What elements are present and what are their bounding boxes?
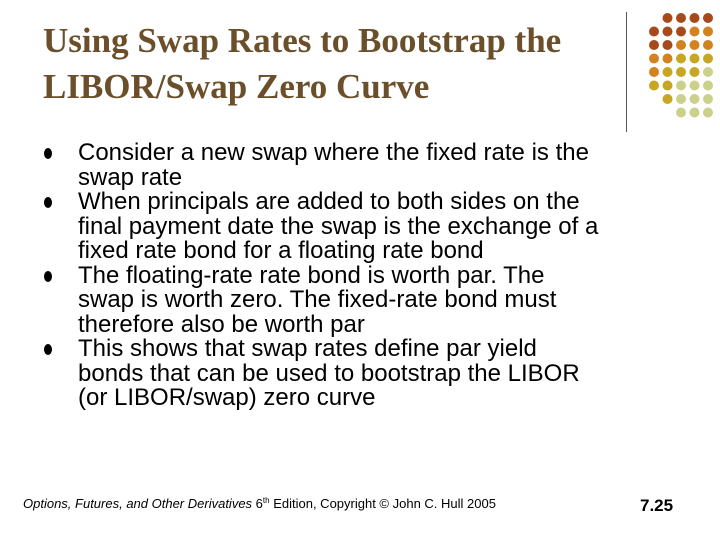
footer-copyright: Edition, Copyright © John C. Hull 2005 [273,496,496,511]
decorative-dot-grid [640,12,715,122]
footer-edition-number: 6 [255,496,263,511]
bullet-text-line: swap rate [78,163,183,191]
bullet-item [44,141,694,190]
decorative-dot [703,13,713,23]
decorative-dot [663,13,673,23]
bullet-text-line: therefore also be worth par [78,310,365,338]
decorative-dot [676,54,686,64]
bullet-text-line: Consider a new swap where the fixed rate is the [78,139,589,166]
decorative-dot [690,108,700,118]
decorative-dot [676,67,686,77]
bullet-text-line: bonds that can be used to bootstrap the LIBOR [78,359,580,387]
decorative-dot [690,13,700,23]
decorative-dot [663,54,673,64]
bullet-text-line: (or LIBOR/swap) zero curve [78,384,376,411]
decorative-dot [649,27,659,37]
decorative-dot [649,40,659,50]
bullet-dot-icon [44,344,52,355]
decorative-dot [676,94,686,104]
bullet-text-line: This shows that swap rates define par yield [78,335,537,362]
decorative-dot [663,81,673,91]
decorative-dot [703,108,713,118]
decorative-dot [703,40,713,50]
footer-book-title: Options, Futures, and Other Derivatives [23,496,253,511]
decorative-dot [703,81,713,91]
decorative-dot [676,40,686,50]
decorative-dot [676,27,686,37]
footer-citation [23,496,496,511]
decorative-dot [649,54,659,64]
decorative-dot [690,40,700,50]
decorative-dot [676,108,686,118]
decorative-dot [663,94,673,104]
decorative-dot [649,81,659,91]
bullet-text-line: swap is worth zero. The fixed-rate bond must [78,286,557,313]
bullet-text-line: final payment date the swap is the exchange of a [78,212,599,240]
decorative-dot [690,94,700,104]
decorative-dot [703,67,713,77]
decorative-dot [703,27,713,37]
decorative-dot [703,54,713,64]
bullet-dot-icon [44,197,52,208]
bullet-item [44,190,694,264]
bullet-text-line: fixed rate bond for a floating rate bond [78,237,484,264]
bullet-text-line: When principals are added to both sides on the [78,188,580,215]
bullet-item [44,261,694,338]
decorative-dot [676,13,686,23]
footer-edition-suffix: th [262,496,270,505]
decorative-dot [690,81,700,91]
decorative-dot [663,67,673,77]
decorative-dot [649,67,659,77]
decorative-dot [663,27,673,37]
bullet-dot-icon [44,271,52,282]
decorative-dot [690,27,700,37]
slide-title-line: Using Swap Rates to Bootstrap the [43,21,562,60]
slide-title-line: LIBOR/Swap Zero Curve [43,67,430,106]
decorative-dot [690,54,700,64]
bullet-dot-icon [44,148,52,159]
page-number: 7.25 [640,496,674,515]
divider-line [626,12,627,132]
decorative-dot [703,94,713,104]
bullet-item [44,337,694,411]
bullet-list [44,141,694,411]
decorative-dot [663,40,673,50]
bullet-text-line: The floating-rate rate bond is worth par. The [78,261,545,289]
slide-title [43,18,623,110]
decorative-dot [676,81,686,91]
decorative-dot [690,67,700,77]
